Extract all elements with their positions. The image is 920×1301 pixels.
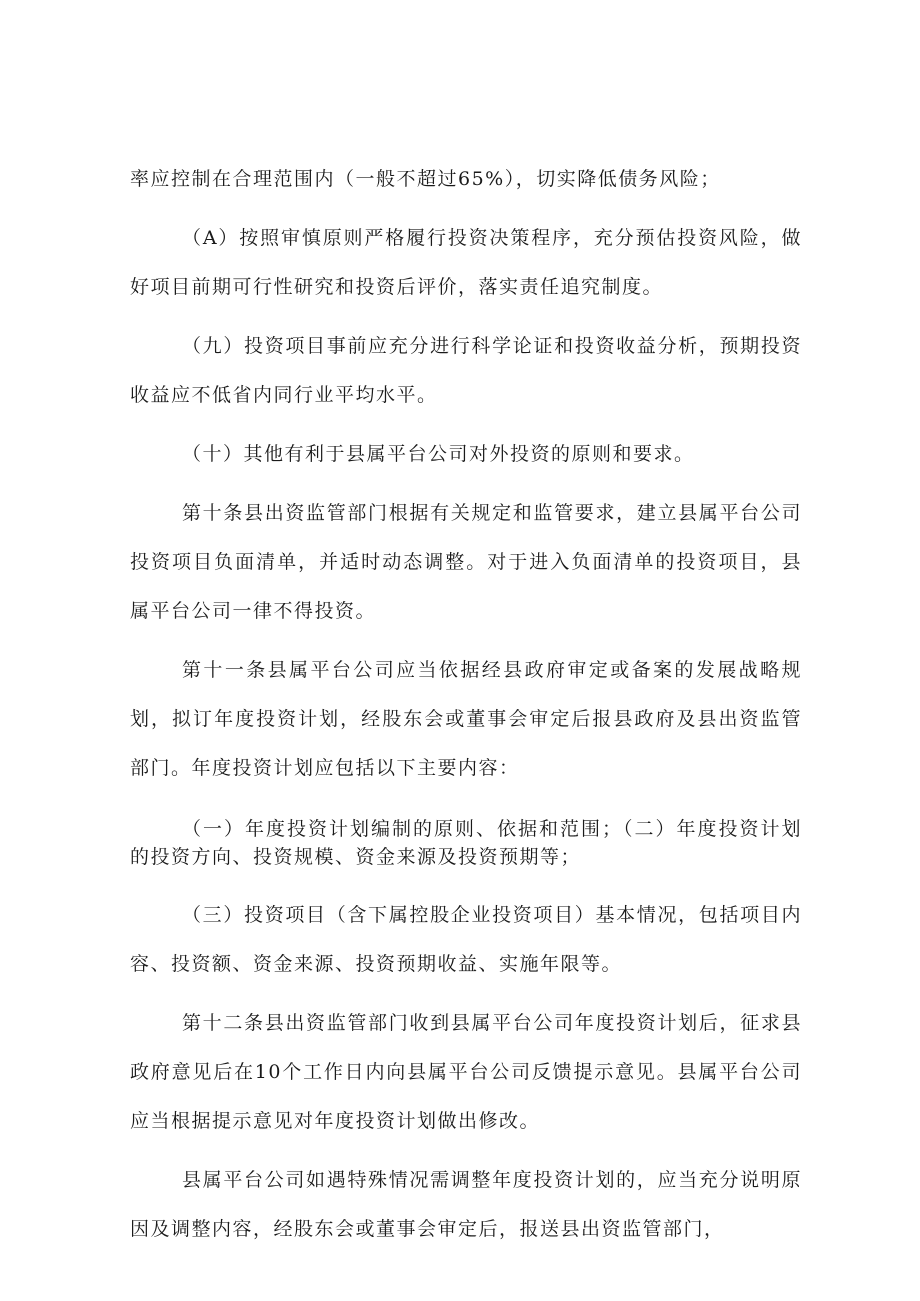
paragraph-item-10: （十）其他有利于县属平台公司对外投资的原则和要求。: [182, 443, 695, 465]
paragraph-item-9: （九）投资项目事前应充分进行科学论证和投资收益分析，预期投资收益应不低省内同行业平均水平。: [130, 335, 802, 406]
paragraph-plan-items-1-2: （一）年度投资计划编制的原则、依据和范围；（二）年度投资计划的投资方向、投资规模、资金来源及投资预期等；: [130, 818, 802, 868]
paragraph-plan-adjustment: 县属平台公司如遇特殊情况需调整年度投资计划的，应当充分说明原因及调整内容，经股东会或董事会审定后，报送县出资监管部门，: [130, 1169, 802, 1240]
paragraph-item-a: （A）按照审慎原则严格履行投资决策程序，充分预估投资风险，做好项目前期可行性研究和投资后评价，落实责任追究制度。: [130, 227, 802, 298]
paragraph-article-10: 第十条县出资监管部门根据有关规定和监管要求，建立县属平台公司投资项目负面清单，并适时动态调整。对于进入负面清单的投资项目，县属平台公司一律不得投资。: [130, 502, 802, 622]
paragraph-article-12: 第十二条县出资监管部门收到县属平台公司年度投资计划后，征求县政府意见后在10个工作日内向县属平台公司反馈提示意见。县属平台公司应当根据提示意见对年度投资计划做出修改。: [130, 1012, 802, 1132]
paragraph-continued-debt-ratio: 率应控制在合理范围内（一般不超过65%），切实降低债务风险；: [130, 168, 721, 190]
paragraph-plan-item-3: （三）投资项目（含下属控股企业投资项目）基本情况，包括项目内容、投资额、资金来源、投资预期收益、实施年限等。: [130, 904, 802, 975]
paragraph-article-11: 第十一条县属平台公司应当依据经县政府审定或备案的发展战略规划，拟订年度投资计划，经股东会或董事会审定后报县政府及县出资监管部门。年度投资计划应包括以下主要内容：: [130, 659, 802, 779]
document-page: [130, 155, 802, 1254]
